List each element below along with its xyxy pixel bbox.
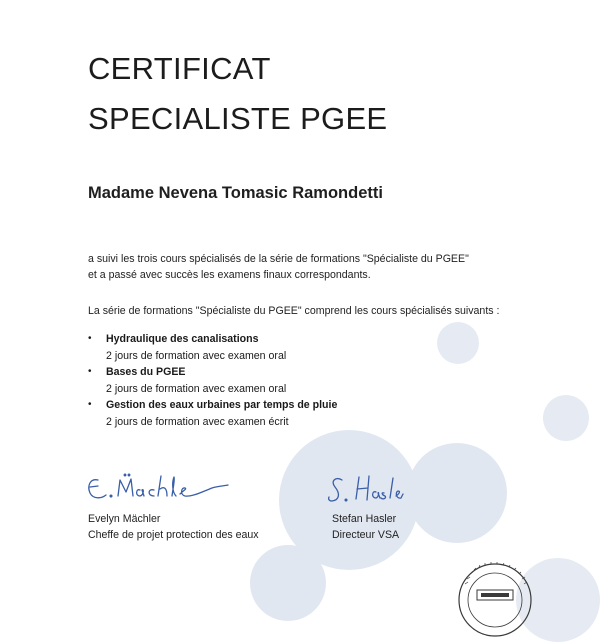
decorative-bubble xyxy=(250,545,326,621)
bullet-icon: • xyxy=(88,366,92,377)
signatory-role: Cheffe de projet protection des eaux xyxy=(88,529,259,541)
signatory-name: Evelyn Mächler xyxy=(88,513,161,525)
stamp-seal-icon xyxy=(455,560,535,640)
course-item xyxy=(88,397,337,430)
signature-hasler-image xyxy=(326,472,406,510)
course-detail: 2 jours de formation avec examen oral xyxy=(106,382,287,395)
course-item xyxy=(88,331,337,364)
course-list xyxy=(88,331,337,430)
title-line-2: SPECIALISTE PGEE xyxy=(88,101,388,136)
intro-line-2: et a passé avec succès les examens finaux correspondants. xyxy=(88,269,371,281)
recipient-name: Madame Nevena Tomasic Ramondetti xyxy=(88,184,383,202)
bullet-icon: • xyxy=(88,399,92,410)
bullet-icon: • xyxy=(88,333,92,344)
course-name: Gestion des eaux urbaines par temps de pluie xyxy=(106,399,338,411)
course-name: Bases du PGEE xyxy=(106,366,186,378)
decorative-bubble xyxy=(437,322,479,364)
signatory-role: Directeur VSA xyxy=(332,529,400,541)
certificate-title xyxy=(88,44,387,144)
course-name: Hydraulique des canalisations xyxy=(106,333,259,345)
intro-paragraph xyxy=(88,251,469,283)
decorative-bubble xyxy=(543,395,589,441)
course-item xyxy=(88,364,337,397)
signature-machler-image xyxy=(84,468,234,508)
course-detail: 2 jours de formation avec examen écrit xyxy=(106,415,289,428)
intro-line-1: a suivi les trois cours spécialisés de la série de formations "Spécialiste du PGEE" xyxy=(88,253,469,265)
course-detail: 2 jours de formation avec examen oral xyxy=(106,349,287,362)
decorative-bubble xyxy=(407,443,507,543)
series-description: La série de formations "Spécialiste du PGEE" comprend les cours spécialisés suivants : xyxy=(88,305,500,317)
title-line-1: CERTIFICAT xyxy=(88,51,271,86)
signatory-name: Stefan Hasler xyxy=(332,513,397,525)
